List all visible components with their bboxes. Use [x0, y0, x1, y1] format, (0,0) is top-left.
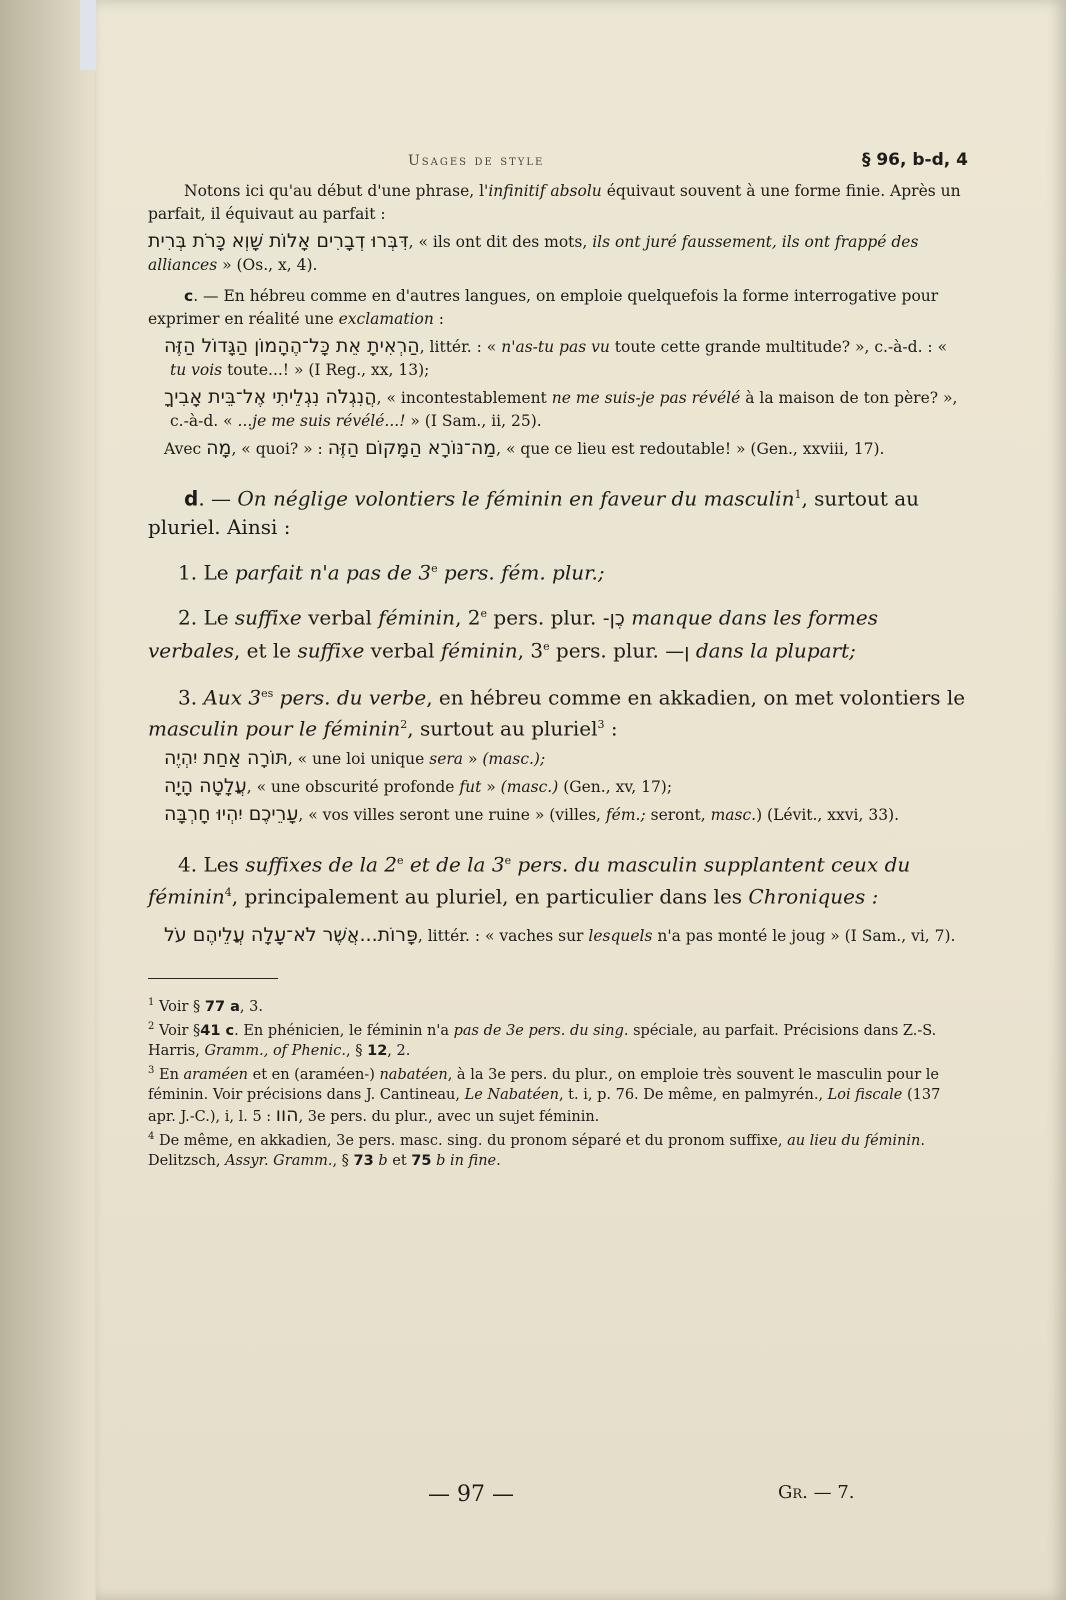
example-torah: תּוֹרָה אַחַת יִהְיֶה, « une loi unique sera » (masc.);: [164, 746, 546, 769]
book-page: [96, 0, 1066, 1600]
footnote-3: $^3$ En araméen et en (araméen-) nabatéen, à la 3e pers. du plur., on emploie très souvent le masculin pour le féminin. Voir précisions dans J. Cantineau, Le Nabatéen, t. i, p. 76. De même, en palmyrén., Loi fiscale (137 apr. J.-C.), i, l. 5 : הוו, 3e pers. du plur., avec un sujet féminin.: [148, 1064, 941, 1126]
example-cows: פָּרוֹת...אֲשֶׁר לֹא־עָלָה עֲלֵיהֶם עֹל, littér. : « vaches sur lesquels n'a pas monté le joug » (I Sam., vi, 7).: [164, 924, 956, 947]
hebrew-text: עֲלָטָה הָיָה: [164, 774, 247, 797]
list-item-2: 2. Le suffixe verbal féminin, 2e pers. plur. כֶן- manque dans les formes verbales, et le suffixe verbal féminin, 3e pers. plur. ן— dans la plupart;: [148, 605, 878, 663]
footnote-4: $^4$ De même, en akkadien, 3e pers. masc. sing. du pronom séparé et du pronom suffixe, au lieu du féminin. Delitzsch, Assyr. Gramm., § 73 b et 75 b in fine.: [148, 1130, 925, 1169]
hebrew-text: הוו: [275, 1103, 299, 1126]
hebrew-text: מָה: [206, 437, 232, 459]
example-hosea: דִּבְּרוּ דְבָרִים אָלוֹת שָׁוְא כָּרֹת בְּרִית, « ils ont dit des mots, ils ont juré faussement, ils ont frappé des alliances » (Os., x, 4).: [148, 230, 919, 274]
example-sam: הֲנִגְלֹה נִגְלֵיתִי אֶל־בֵּית אָבִיךָ, « incontestablement ne me suis-je pas révélé à la maison de ton père? », c.-à-d. « ...je me suis révélé...! » (I Sam., ii, 25).: [164, 386, 958, 430]
example-cities: עָרֵיכֶם יִהְיוּ חָרְבָּה, « vos villes seront une ruine » (villes, fém.; seront, masc.) (Lévit., xxvi, 33).: [164, 802, 900, 825]
book-gutter: [0, 0, 110, 1600]
hebrew-text: תּוֹרָה אַחַת יִהְיֶה: [164, 746, 288, 769]
section-reference: § 96, b-d, 4: [861, 150, 968, 170]
paragraph-c: c. — En hébreu comme en d'autres langues, on emploie quelquefois la forme interrogative pour exprimer en réalité une exclamation :: [148, 287, 939, 328]
list-item-3: 3. Aux $3^{es}$ pers. du verbe, en hébreu comme en akkadien, on met volontiers le masculin pour le féminin$^2$, surtout au pluriel$^3$ :: [148, 685, 966, 741]
hebrew-text: הַרְאִיתָ אֵת כָּל־הֶהָמוֹן הַגָּדוֹל הַזֶּה: [164, 335, 420, 357]
example-gen: Avec מָה, « quoi? » : מַה־נּוֹרָא הַמָּקוֹם הַזֶּה, « que ce lieu est redoutable! » (Gen., xxviii, 17).: [164, 437, 885, 459]
hebrew-text: מַה־נּוֹרָא הַמָּקוֹם הַזֶּה: [327, 437, 497, 459]
hebrew-text: פָּרוֹת...אֲשֶׁר לֹא־עָלָה עֲלֵיהֶם עֹל: [164, 924, 418, 947]
example-reg: הַרְאִיתָ אֵת כָּל־הֶהָמוֹן הַגָּדוֹל הַזֶּה, littér. : « n'as-tu pas vu toute cette grande multitude? », c.-à-d. : « tu vois toute...! » (I Reg., xx, 13);: [164, 335, 948, 379]
footnote-2: $^2$ Voir §41 c. En phénicien, le féminin n'a pas de 3e pers. du sing. spéciale, au parfait. Précisions dans Z.-S. Harris, Gramm., of Phenic., § 12, 2.: [148, 1021, 937, 1059]
hebrew-text: ן—: [665, 640, 690, 663]
page-number: — 97 —: [428, 1482, 514, 1507]
hebrew-text: כֶן-: [602, 607, 625, 630]
page-content: [148, 150, 968, 1171]
hebrew-text: הֲנִגְלֹה נִגְלֵיתִי אֶל־בֵּית אָבִיךָ: [164, 386, 377, 408]
signature-mark: Gr. — 7.: [778, 1482, 855, 1503]
paragraph-d: d. — On néglige volontiers le féminin en faveur du masculin$^1$, surtout au pluriel. Ainsi :: [148, 486, 920, 539]
running-head: [148, 150, 968, 170]
footnote-divider: [148, 978, 278, 979]
list-item-1: 1. Le parfait n'a pas de 3e pers. fém. plur.;: [178, 560, 605, 585]
paragraph-b: Notons ici qu'au début d'une phrase, l'infinitif absolu équivaut souvent à une forme finie. Après un parfait, il équivaut au parfait :: [148, 182, 961, 223]
footnote-1: $^1$ Voir § 77 a, 3.: [148, 997, 263, 1016]
hebrew-text: עָרֵיכֶם יִהְיוּ חָרְבָּה: [164, 802, 299, 825]
hebrew-text: דִּבְּרוּ דְבָרִים אָלוֹת שָׁוְא כָּרֹת בְּרִית: [148, 230, 409, 252]
list-item-4: 4. Les suffixes de la 2e et de la 3e pers. du masculin supplantent ceux du féminin$^4$, principalement au pluriel, en particulier dans les Chroniques :: [148, 852, 911, 909]
running-title: Usages de style: [408, 153, 545, 169]
example-darkness: עֲלָטָה הָיָה, « une obscurité profonde fut » (masc.) (Gen., xv, 17);: [164, 774, 673, 797]
